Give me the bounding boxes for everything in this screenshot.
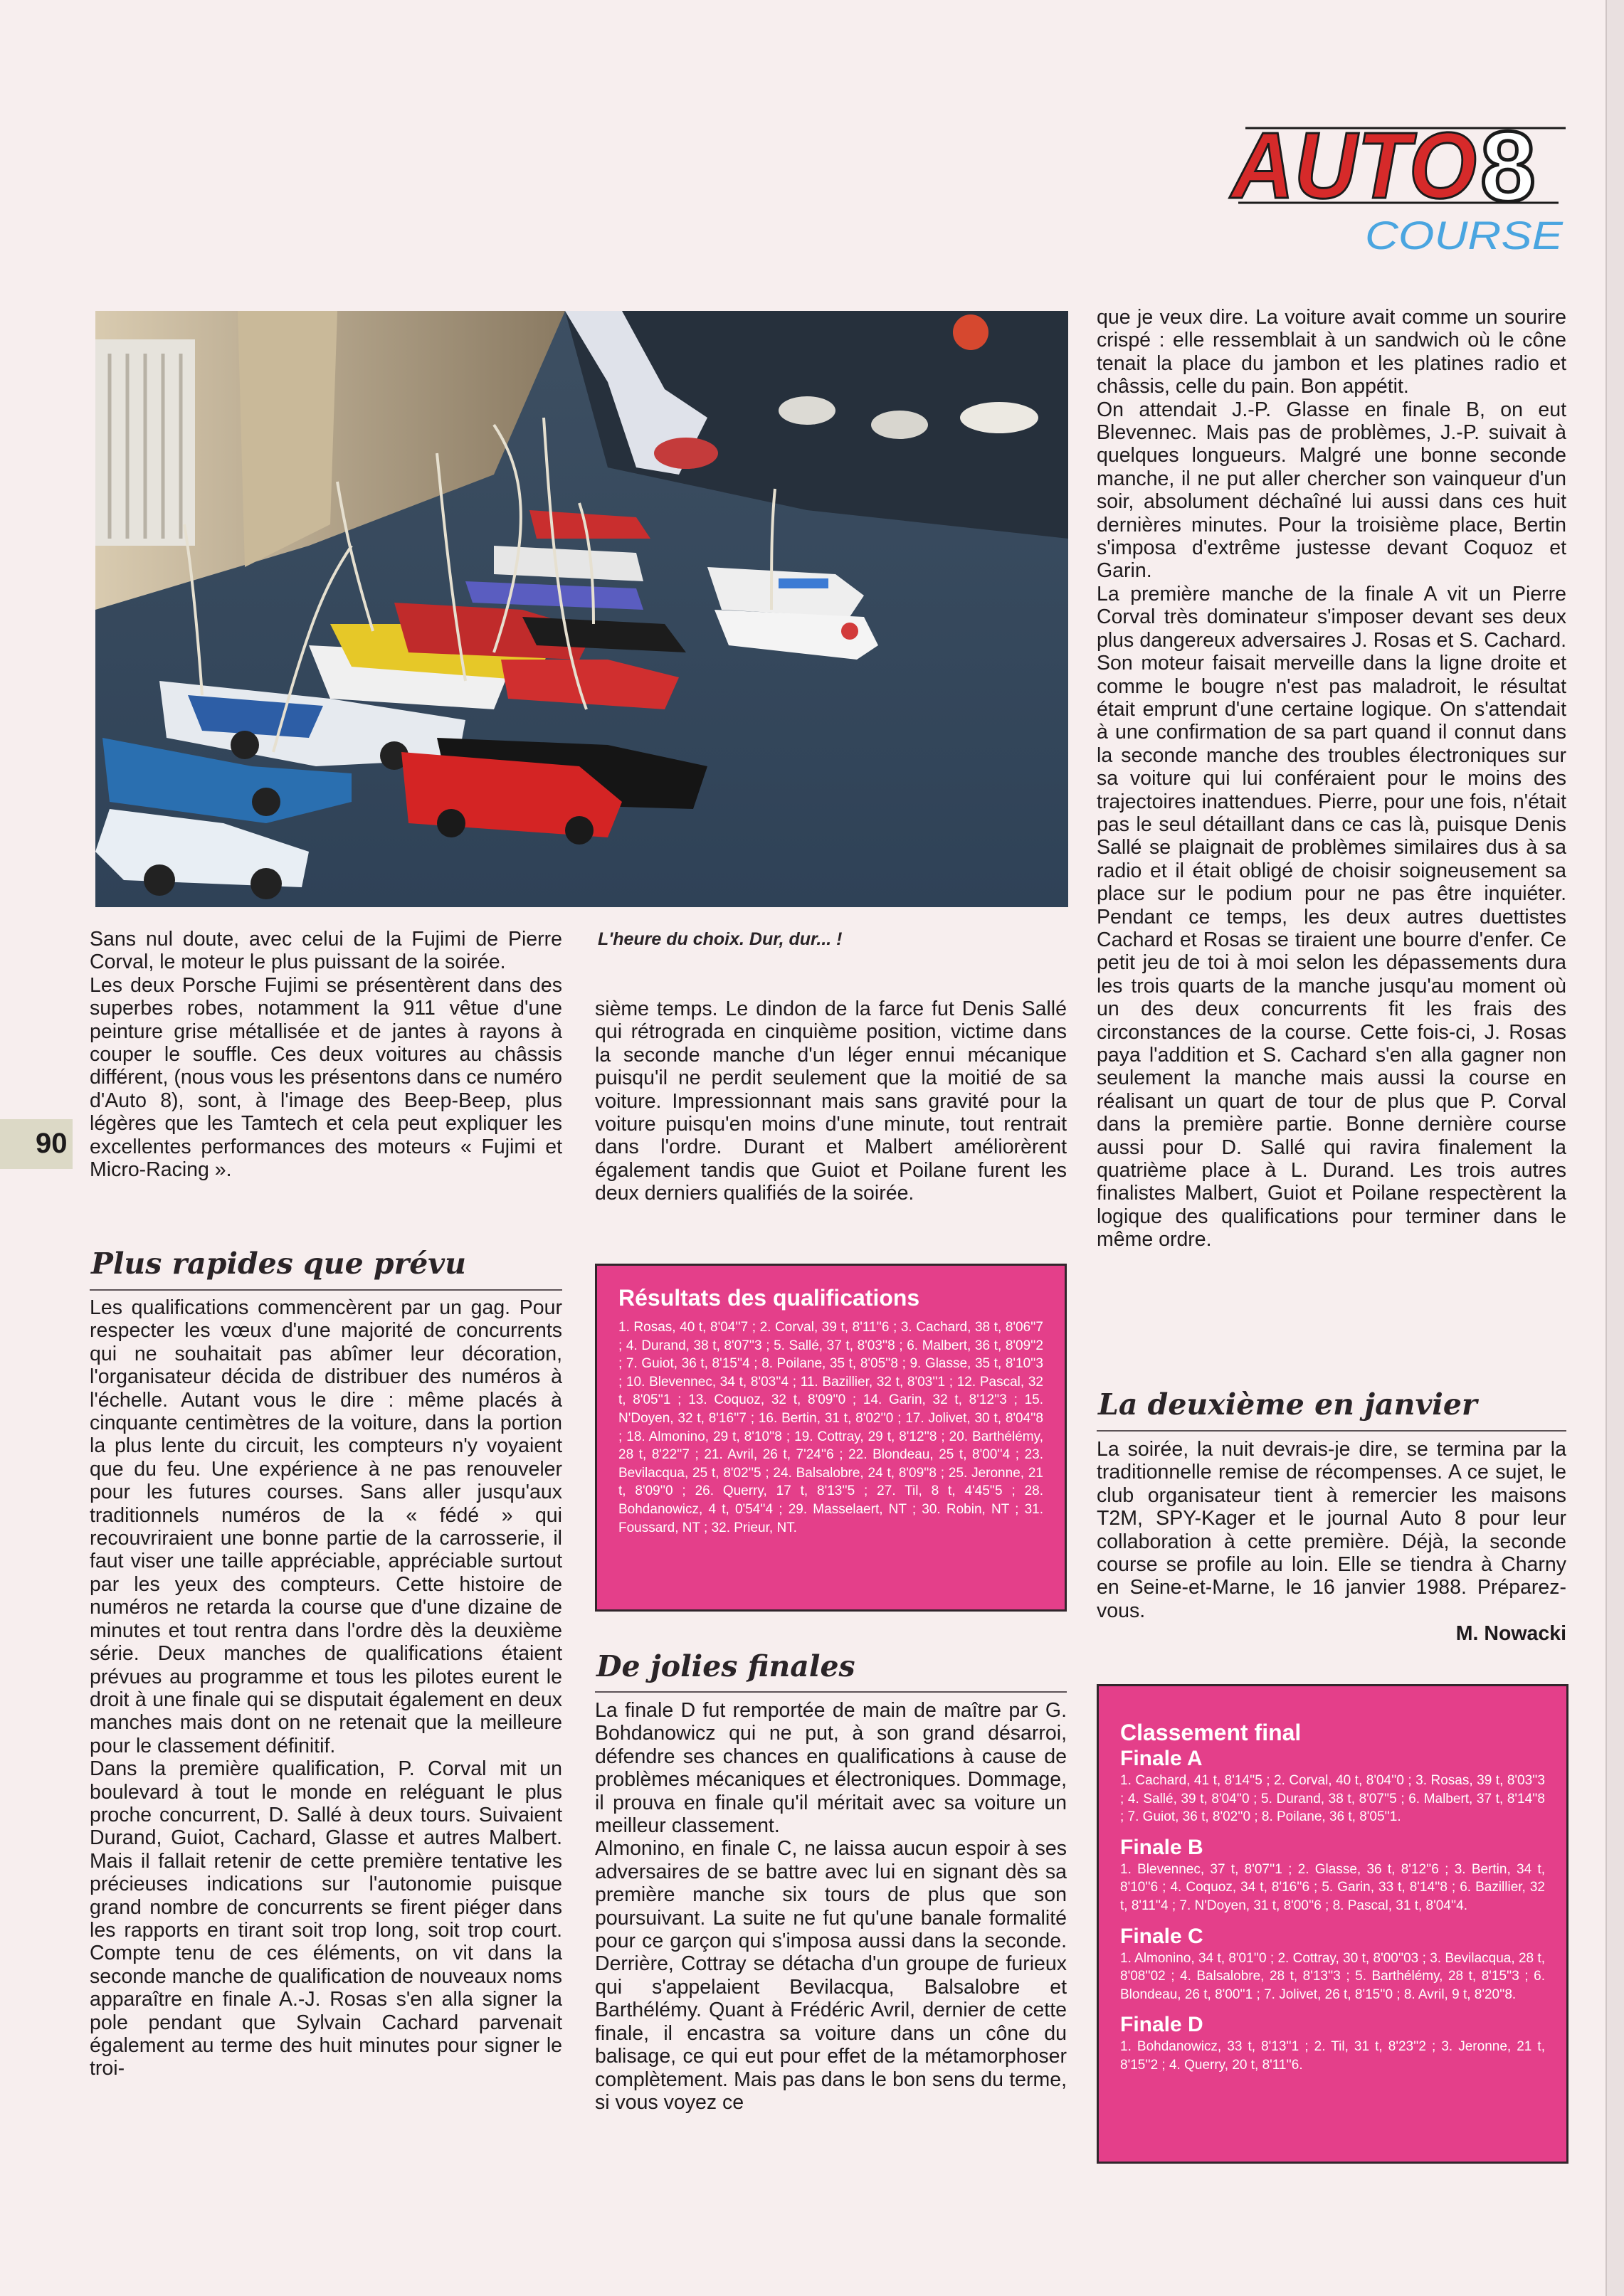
rc-cars-photo [95, 311, 1068, 907]
col1-text-top [90, 928, 562, 1181]
final-standings-box [1097, 1684, 1568, 2164]
page-number-tab [0, 1119, 73, 1169]
finale-d-results: 1. Bohdanowicz, 33 t, 8'13''1 ; 2. Til, 31 t, 8'23''2 ; 3. Jeronne, 21 t, 8'15''2 ; 4. Querry, 20 t, 8'11''6. [1120, 2039, 1545, 2073]
page-edge [1605, 0, 1624, 2296]
finale-a-results: 1. Cachard, 41 t, 8'14''5 ; 2. Corval, 40 t, 8'04''0 ; 3. Rosas, 39 t, 8'03''3 ; 4. Sallé, 39 t, 8'04''0 ; 5. Durand, 38 t, 8'07''5 ; 6. Malbert, 37 t, 8'14''8 ; 7. Guiot, 36 t, 8'02''0 ; 8. Poilane, 36 t, 8'05''1. [1120, 1773, 1545, 1825]
col2-text-bottom [595, 1699, 1067, 2114]
col2-text-top [595, 998, 1067, 1205]
finale-a-title: Finale A [1120, 1747, 1203, 1770]
col2-paragraph: Almonino, en finale C, ne laissa aucun espoir à ses adversaires de se battre avec lui en signant dès sa première manche six tours de plus que son poursuivant. La suite ne fut qu'une banale formalité pour ce garçon qui s'imposa aussi dans la seconde. Derrière, Cottray se détacha d'un groupe de furieux qui s'appelaient Bevilacqua, Balsalobre et Barthélémy. Quant à Frédéric Avril, dernier de cette finale, il encastra sa voiture dans un cône du balisage, ce qui eut pour effet de la métamorphoser complètement. Mais pas dans le bon sens du terme, si vous voyez ce [595, 1837, 1067, 2114]
section-heading-plus-rapides: Plus rapides que prévu [91, 1247, 466, 1281]
finale-d-title: Finale D [1120, 2013, 1203, 2037]
col1-paragraph: Les deux Porsche Fujimi se présentèrent dans des superbes robes, notamment la 911 vêtue d'une peinture grise métallisée et de jantes à rayons à couper le souffle. Ces deux voitures au châssis différent, (nous vous les présentons dans ce numéro d'Auto 8), sont, à l'image des Beep-Beep, plus légères que les Tamtech et cela peut expliquer les excellentes performances des moteurs « Fujimi et Micro-Racing ». [90, 973, 562, 1182]
col3-paragraph: On attendait J.-P. Glasse en finale B, on eut Blevennec. Mais pas de problèmes, J.-P. suivait à quelques longueurs. Malgré une bonne seconde manche, il ne put aller chercher son vainqueur d'un soir, absolument déchaîné lui aussi dans ces huit dernières minutes. Pour la troisième place, Bertin s'imposa d'extrême justesse devant Coquoz et Garin. [1097, 398, 1566, 583]
logo-auto-text: AUTO [1229, 114, 1477, 218]
col1-text-bottom [90, 1296, 562, 2080]
photo-caption: L'heure du choix. Dur, dur... ! [598, 929, 843, 949]
qualification-results-list: 1. Rosas, 40 t, 8'04''7 ; 2. Corval, 39 t, 8'11''6 ; 3. Cachard, 38 t, 8'06''7 ; 4. Durand, 38 t, 8'07''3 ; 5. Sallé, 37 t, 8'03''8 ; 6. Malbert, 36 t, 8'09''2 ; 7. Guiot, 36 t, 8'15''4 ; 8. Poilane, 35 t, 8'05''8 ; 9. Glasse, 35 t, 8'10''3 ; 10. Blevennec, 34 t, 8'03''4 ; 11. Bazillier, 32 t, 8'03''1 ; 12. Pascal, 32 t, 8'05''1 ; 13. Coquoz, 32 t, 8'09''0 ; 14. Garin, 32 t, 8'12''3 ; 15. N'Doyen, 32 t, 8'16''7 ; 16. Bertin, 31 t, 8'02''0 ; 17. Jolivet, 30 t, 8'04''8 ; 18. Almonino, 29 t, 8'10''8 ; 19. Cottray, 29 t, 8'12''8 ; 20. Barthélémy, 28 t, 8'22''7 ; 21. Avril, 26 t, 7'24''6 ; 22. Blondeau, 25 t, 8'00''4 ; 23. Bevilacqua, 25 t, 8'02''5 ; 24. Balsalobre, 24 t, 8'09''8 ; 25. Jeronne, 21 t, 8'09''0 ; 26. Querry, 17 t, 8'13''5 ; 27. Til, 8 t, 4'45''5 ; 28. Bohdanowicz, 4 t, 0'54''4 ; 29. Masselaert, NT ; 30. Robin, NT ; 31. Foussard, NT ; 32. Prieur, NT. [618, 1320, 1043, 1535]
section-heading-deuxieme-janvier: La deuxième en janvier [1098, 1387, 1477, 1422]
finale-c-title: Finale C [1120, 1924, 1203, 1948]
heading-rule [1097, 1430, 1566, 1432]
page-number: 90 [36, 1128, 68, 1159]
col3-text-bottom [1097, 1438, 1566, 1646]
logo-eight-text: 8 [1480, 114, 1536, 222]
col1-paragraph: Les qualifications commencèrent par un gag. Pour respecter les vœux d'une majorité de concurrents qui ne souhaitait pas abîmer leur décoration, l'organisateur décida de distribuer des numéros à l'échelle. Autant vous le dire : même placés à cinquante centimètres de la voiture, dans la portion la plus lente du circuit, les compteurs n'y voyaient que du feu. Une expérience à ne pas renouveler pour les futures courses. Sans aller jusqu'aux traditionnels numéros de la « fédé » qui recouvriraient une bonne partie de la carrosserie, il faut viser une taille appréciable, appréciable surtout par les yeux des compteurs. Cette histoire de numéros ne retarda la course que d'une dizaine de minutes et tout rentra dans l'ordre dès la deuxième série. Deux manches de qualifications étaient prévues au programme et tous les pilotes eurent le droit à une finale qui se disputait également en deux manches mais dont on ne retenait que la meilleure pour le classement définitif. [90, 1296, 562, 1757]
col2-paragraph: sième temps. Le dindon de la farce fut Denis Sallé qui rétrograda en cinquième position, victime dans la seconde manche d'un léger ennui mécanique puisqu'il ne perdit seulement que la moitié de sa voiture. Impressionnant mais sans gravité pour la voiture puisqu'en moins d'une minute, tout rentrait dans l'ordre. Durant et Malbert améliorèrent également tandis que Guiot et Poilane furent les deux derniers qualifiés de la soirée. [595, 998, 1067, 1205]
col3-text-top [1097, 306, 1566, 1252]
final-standings-title: Classement final [1120, 1720, 1302, 1745]
finale-b-title: Finale B [1120, 1835, 1203, 1859]
auto8-course-logo [1224, 114, 1573, 263]
section-heading-jolies-finales: De jolies finales [596, 1649, 855, 1683]
col1-paragraph: Dans la première qualification, P. Corval mit un boulevard à tout le monde en reléguant le plus proche concurrent, D. Sallé à deux tours. Suivaient Durand, Guiot, Cachard, Glasse et autres Malbert. Mais il fallait retenir de cette première tentative les précieuses indications sur l'autonomie puisque grand nombre de concurrents se firent piéger dans les rapports en tirant soit trop long, soit trop court. Compte tenu de ces éléments, on vit dans la seconde manche de qualification de nouveaux noms apparaître en finale A.-J. Rosas s'en alla signer la pole pendant que Sylvain Cachard parvenait également au terme des huit minutes pour signer le troi- [90, 1757, 562, 2080]
heading-rule [595, 1691, 1067, 1693]
finale-b-results: 1. Blevennec, 37 t, 8'07''1 ; 2. Glasse, 36 t, 8'12''6 ; 3. Bertin, 34 t, 8'10''6 ; 4. Coquoz, 34 t, 8'16''6 ; 5. Garin, 33 t, 8'14''8 ; 6. Bazillier, 32 t, 8'11''4 ; 7. N'Doyen, 31 t, 8'00''6 ; 8. Pascal, 31 t, 8'04''4. [1120, 1861, 1545, 1913]
article-author: M. Nowacki [1455, 1622, 1566, 1646]
finale-c-results: 1. Almonino, 34 t, 8'01''0 ; 2. Cottray, 30 t, 8'00''03 ; 3. Bevilacqua, 28 t, 8'08''02 ; 4. Balsalobre, 28 t, 8'13''3 ; 5. Barthélémy, 28 t, 8'15''3 ; 6. Blondeau, 26 t, 8'00''1 ; 7. Jolivet, 26 t, 8'15''0 ; 8. Avril, 9 t, 8'20''8. [1120, 1950, 1545, 2002]
col1-paragraph: Sans nul doute, avec celui de la Fujimi de Pierre Corval, le moteur le plus puissant de la soirée. [90, 928, 562, 974]
col3-paragraph: La soirée, la nuit devrais-je dire, se termina par la traditionnelle remise de récompenses. A ce sujet, le club organisateur tient à remercier les maisons T2M, SPY-Kager et le journal Auto 8 pour leur collaboration à cette première. Déjà, la seconde course se profile au loin. Elle se tiendra à Charny en Seine-et-Marne, le 16 janvier 1988. Préparez-vous. [1097, 1438, 1566, 1622]
qualification-results-title: Résultats des qualifications [618, 1285, 920, 1311]
heading-rule [90, 1289, 562, 1291]
col3-paragraph: La première manche de la finale A vit un Pierre Corval très dominateur s'imposer devant ses deux plus dangereux adversaires J. Rosas et S. Cachard. Son moteur faisait merveille dans la ligne droite et comme le bougre n'est pas maladroit, le résultat était emprunt d'une certaine logique. On s'attendait à une confirmation de sa part quand il connut dans la seconde manche des troubles électroniques sur sa voiture qui lui conféraient pour le moins des trajectoires inattendues. Pierre, pour une fois, n'était pas le seul détaillant dans ce cas là, puisque Denis Sallé se plaignait de problèmes similaires dus à sa radio et il était obligé de choisir soigneusement sa place sur le podium pour ne pas être inquiéter. Pendant ce temps, les deux autres duettistes Cachard et Rosas se tiraient une bourre d'enfer. Ce petit jeu de toi à moi selon les dépassements dura les trois quarts de la manche jusqu'au moment où un des deux concurrents fit les frais des circonstances de la course. Cette fois-ci, J. Rosas paya l'addition et S. Cachard s'en alla gagner non seulement la manche mais aussi la course en réalisant un quart de tour de plus que P. Corval dans la première partie. Bonne dernière course aussi pour D. Sallé qui ravira finalement la quatrième place à L. Durand. Les trois autres finalistes Malbert, Guiot et Poilane respectèrent la logique des qualifications pour terminer dans le même ordre. [1097, 582, 1566, 1252]
qualification-results-box [595, 1264, 1067, 1612]
logo-course-text: COURSE [1365, 213, 1564, 258]
col3-paragraph: que je veux dire. La voiture avait comme un sourire crispé : elle ressemblait à un sandwich où le cône tenait la place du jambon et les platines radio et châssis, celle du pain. Bon appétit. [1097, 306, 1566, 398]
col2-paragraph: La finale D fut remportée de main de maître par G. Bohdanowicz qui ne put, à son grand désarroi, défendre ses chances en qualifications à cause de problèmes mécaniques et électroniques. Dommage, il prouva en finale qu'il méritait avec sa voiture un meilleur classement. [595, 1699, 1067, 1838]
